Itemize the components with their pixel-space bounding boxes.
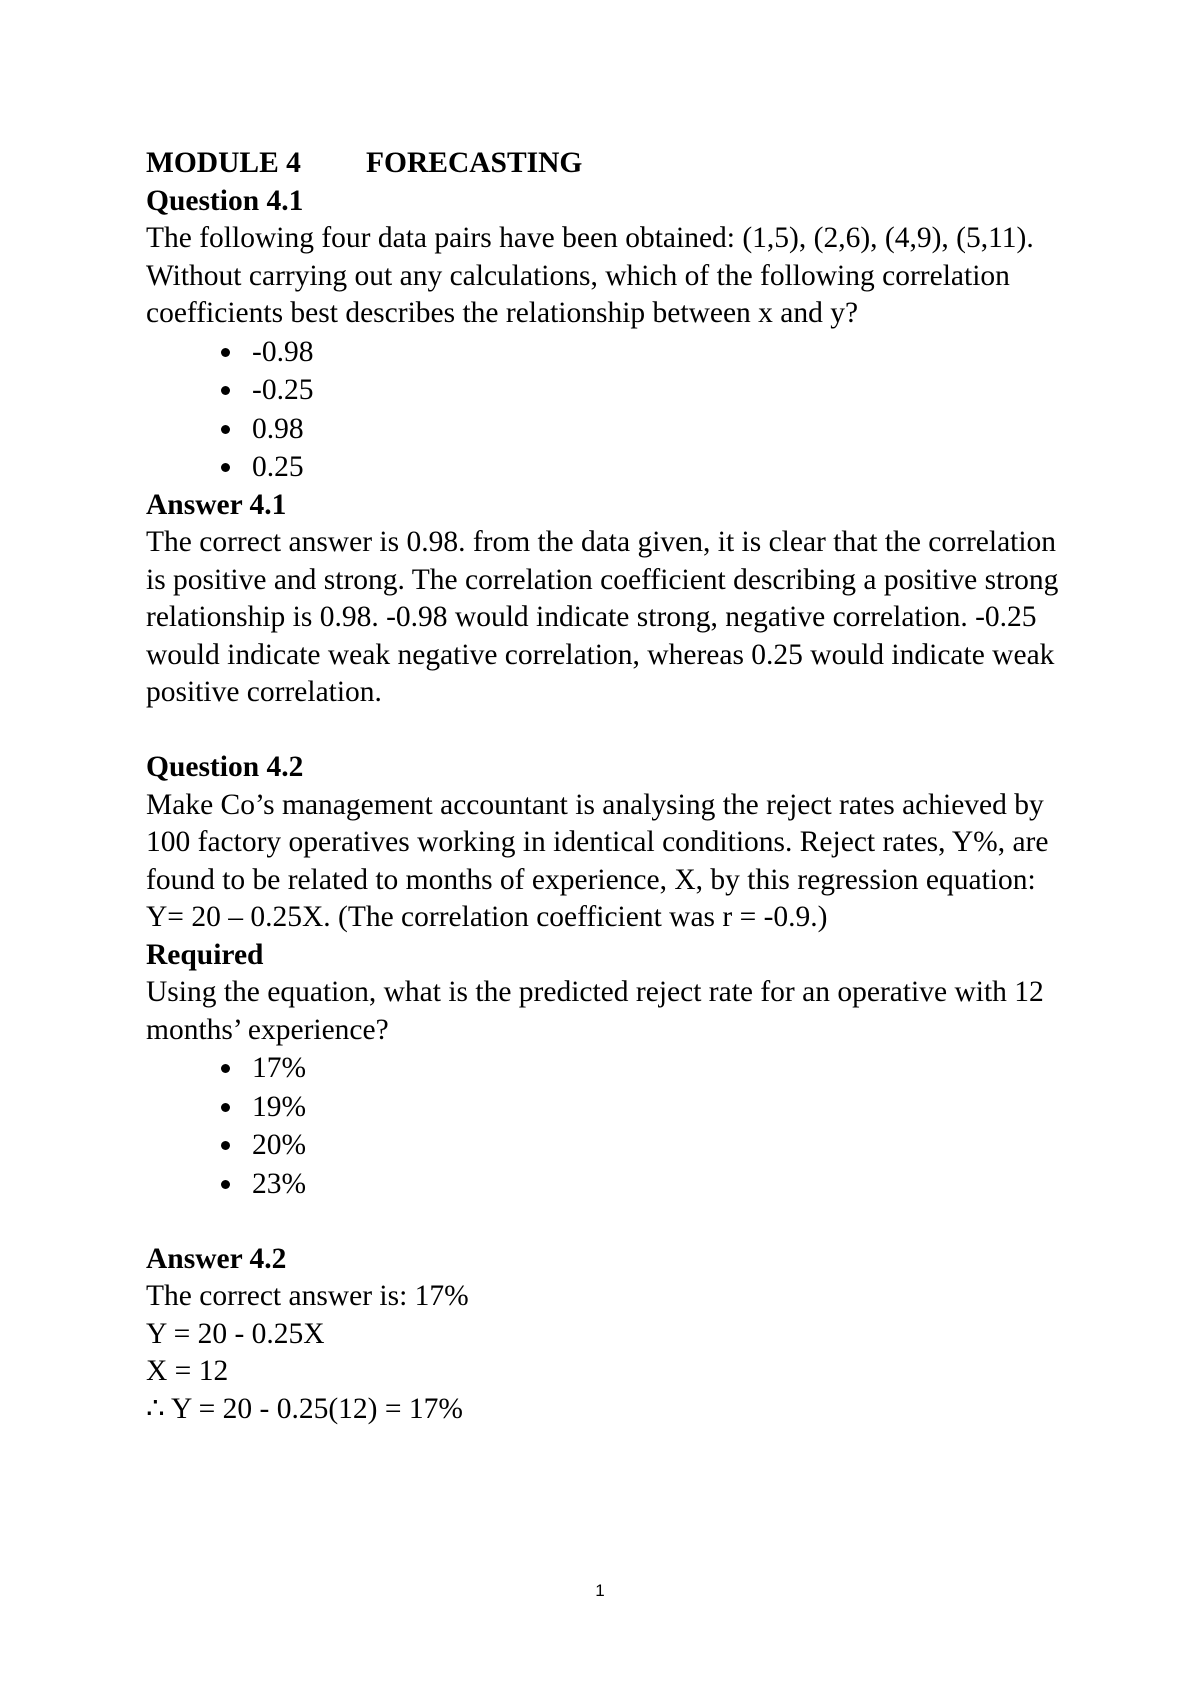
bullet-icon bbox=[221, 425, 230, 434]
question-4-1-text: The following four data pairs have been obtained: (1,5), (2,6), (4,9), (5,11). Without carrying out any calculations, which of the following correlation coefficients best describes the relationship between x and y? bbox=[146, 222, 1034, 329]
option-item bbox=[146, 333, 1066, 372]
answer-4-2-line: Y = 20 - 0.25X bbox=[146, 1317, 325, 1350]
option-label: 19% bbox=[252, 1090, 307, 1123]
bullet-icon bbox=[221, 1103, 230, 1112]
question-4-1-title: Question 4.1 bbox=[146, 184, 304, 217]
bullet-icon bbox=[221, 348, 230, 357]
option-item bbox=[146, 371, 1066, 410]
option-item bbox=[146, 1088, 1066, 1127]
bullet-icon bbox=[221, 386, 230, 395]
answer-4-2-line: X = 12 bbox=[146, 1355, 229, 1387]
option-item bbox=[146, 410, 1066, 449]
module-number: MODULE 4 bbox=[146, 147, 301, 179]
module-heading bbox=[146, 145, 1066, 183]
answer-4-2-title: Answer 4.2 bbox=[146, 1242, 287, 1275]
option-label: 0.25 bbox=[252, 451, 304, 483]
option-label: 20% bbox=[252, 1129, 307, 1161]
option-item bbox=[146, 1165, 1066, 1204]
question-4-1-options bbox=[146, 333, 1066, 487]
answer-4-1-title: Answer 4.1 bbox=[146, 488, 287, 521]
required-label: Required bbox=[146, 938, 264, 971]
option-label: 0.98 bbox=[252, 412, 304, 445]
option-label: 23% bbox=[252, 1167, 307, 1200]
paragraph-spacer bbox=[146, 712, 1066, 750]
answer-4-2-line: The correct answer is: 17% bbox=[146, 1280, 469, 1312]
paragraph-spacer bbox=[146, 1203, 1066, 1241]
bullet-icon bbox=[221, 1180, 230, 1189]
question-4-2-options bbox=[146, 1049, 1066, 1203]
option-item bbox=[146, 1126, 1066, 1165]
page-number: 1 bbox=[595, 1581, 605, 1600]
bullet-icon bbox=[221, 1064, 230, 1073]
answer-4-1-text: The correct answer is 0.98. from the data given, it is clear that the correlation is positive and strong. The correlation coefficient describing a positive strong relationship is 0.98. -0.98 would indicate strong, negative correlation. -0.25 would indicate weak negative correlation, whereas 0.25 would indicate weak positive correlation. bbox=[146, 526, 1059, 708]
question-4-2-text: Make Co’s management accountant is analysing the reject rates achieved by 100 factory operatives working in identical conditions. Reject rates, Y%, are found to be related to months of experience, X, by this regression equation: Y= 20 – 0.25X. (The correlation coefficient was r = -0.9.) bbox=[146, 788, 1049, 933]
option-label: -0.25 bbox=[252, 374, 314, 406]
answer-4-2-line: ∴ Y = 20 - 0.25(12) = 17% bbox=[146, 1392, 463, 1425]
option-label: 17% bbox=[252, 1052, 307, 1084]
module-title: FORECASTING bbox=[366, 147, 583, 179]
option-item bbox=[146, 1049, 1066, 1088]
required-text: Using the equation, what is the predicted reject rate for an operative with 12 months’ experience? bbox=[146, 976, 1044, 1046]
option-item bbox=[146, 448, 1066, 487]
question-4-2-title: Question 4.2 bbox=[146, 751, 304, 783]
bullet-icon bbox=[221, 1141, 230, 1150]
option-label: -0.98 bbox=[252, 335, 314, 368]
document-content bbox=[146, 145, 1066, 1428]
bullet-icon bbox=[221, 463, 230, 472]
